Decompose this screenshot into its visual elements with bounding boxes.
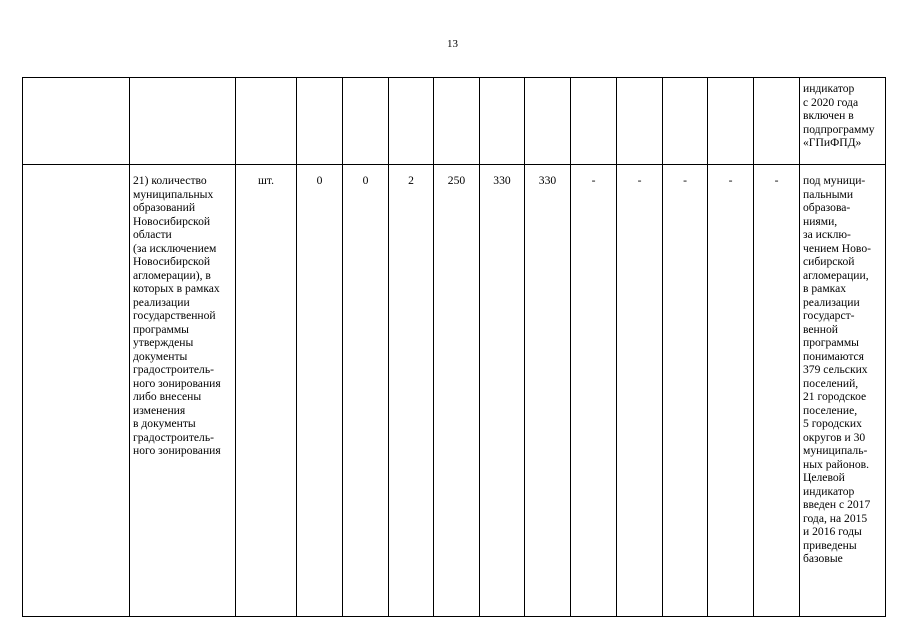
page-number: 13 — [447, 38, 458, 50]
cell-blank — [297, 78, 343, 165]
indicator-value: 250 — [434, 165, 480, 617]
indicators-table — [22, 77, 886, 617]
cell-blank — [571, 78, 617, 165]
indicator-value: - — [708, 165, 754, 617]
indicator-name: 21) количество муниципальных образований Новосибирской области (за исключением Новосибирской агломерации), в которых в рамках реализации государственной программы утверждены документы градостроитель- ного зонирования либо внесены изменения в документы градостроитель- ного зонирования — [130, 165, 236, 617]
table-row-previous — [23, 78, 886, 165]
indicator-value: - — [617, 165, 663, 617]
cell-blank — [617, 78, 663, 165]
indicator-value: - — [754, 165, 800, 617]
indicator-value: 2 — [389, 165, 434, 617]
indicator-unit: шт. — [236, 165, 297, 617]
indicator-value: - — [663, 165, 708, 617]
indicator-value: 330 — [525, 165, 571, 617]
indicator-value: - — [571, 165, 617, 617]
cell-blank — [708, 78, 754, 165]
cell-blank — [389, 78, 434, 165]
cell-blank — [236, 78, 297, 165]
cell-blank — [343, 78, 389, 165]
cell-blank — [23, 78, 130, 165]
cell-blank — [130, 78, 236, 165]
indicator-note: под муници- пальными образова- ниями, за исклю- чением Ново- сибирской агломерации, в рамках реализации государст- венной программы понимаются 379 сельских поселений, 21 городское поселение, 5 городских округов и 30 муниципаль- ных районов. Целевой индикатор введен с 2017 года, на 2015 и 2016 годы приведены базовые — [800, 165, 886, 617]
indicator-value: 0 — [297, 165, 343, 617]
previous-row-note: индикатор с 2020 года включен в подпрограмму «ГПиФПД» — [800, 78, 886, 165]
cell-blank — [434, 78, 480, 165]
cell-blank — [23, 165, 130, 617]
cell-blank — [754, 78, 800, 165]
cell-blank — [480, 78, 525, 165]
cell-blank — [525, 78, 571, 165]
cell-blank — [663, 78, 708, 165]
table-row-indicator-21 — [23, 165, 886, 617]
indicator-value: 0 — [343, 165, 389, 617]
indicator-value: 330 — [480, 165, 525, 617]
